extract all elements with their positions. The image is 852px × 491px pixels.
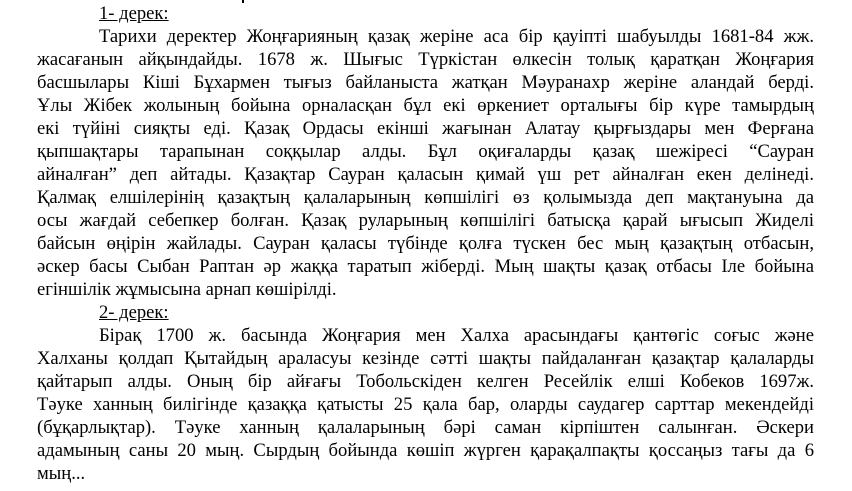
- section-2-line-2: Халханы қолдап Қытайдың араласуы кезінде сәтті шақты пайдаланған қазақтар қалаларды: [37, 348, 814, 369]
- section-1-line-4: Ұлы Жібек жолының бойына орналасқан бұл екі өркениет орталығы бір күре тамырдың: [37, 95, 814, 116]
- section-1-line-10: байсын өңірін жайлады. Сауран қаласы түбінде қолға түскен бес мың қазақтың отбасын,: [37, 233, 814, 254]
- section-1-line-9: осы жағдай себепкер болған. Қазақ руларының көпшілігі батысқа қарай ығысып Жиделі: [37, 210, 814, 231]
- section-1-line-12: егіншілік жұмысына арнап көшірілді.: [37, 279, 337, 300]
- section-1-line-6: қыпшақтары тарапынан соққылар алды. Бұл оқиғаларды қазақ шежіресі “Сауран: [37, 141, 814, 162]
- section-1-line-8: Қалмақ елшілерінің қазақтың қалаларының көпшілігі өз қолымызда деп мақтануына да: [37, 187, 814, 208]
- section-1-line-3: басшылары Кіші Бұхармен тығыз байланыста жатқан Мәуранахр жеріне аландай берді.: [37, 72, 814, 93]
- section-2-heading: 2- дерек:: [99, 302, 169, 323]
- page-top-mark: [242, 0, 244, 3]
- section-2-line-1: Бірақ 1700 ж. басында Жоңғария мен Халха арасындағы қантөгіс соғыс және: [99, 325, 814, 346]
- section-1-line-2: жасағанын айқындайды. 1678 ж. Шығыс Түркістан өлкесін толық қаратқан Жоңғария: [37, 49, 814, 70]
- section-2-line-3: қайтарып алды. Оның бір айғағы Тобольскіден келген Ресейлік елші Кобеков 1697ж.: [37, 371, 814, 392]
- section-1-line-5: екі түйіні сияқты еді. Қазақ Ордасы екінші жағынан Алатау қырғыздары мен Ферғана: [37, 118, 814, 139]
- section-1-line-1: Тарихи деректер Жоңғарияның қазақ жеріне аса бір қауіпті шабуылды 1681-84 жж.: [99, 26, 814, 47]
- section-1-line-7: айналған” деп айтады. Қазақтар Сауран қаласын қимай үш рет айналған екен делінеді.: [37, 164, 814, 185]
- section-2-line-6: адамының саны 20 мың. Сырдың бойында көшіп жүрген қарақалпақты қоссаңыз тағы да 6: [37, 440, 814, 461]
- section-1-line-11: әскер басы Сыбан Раптан әр жаққа таратып жіберді. Мың шақты қазақ отбасы Іле бойына: [37, 256, 814, 277]
- section-2-line-4: Тәуке ханның билігінде қазаққа қатысты 25 қала бар, оларды саудагер сарттар мекендейді: [37, 394, 814, 415]
- section-1-heading: 1- дерек:: [99, 3, 169, 24]
- section-2-line-5: (бұқарлықтар). Тәуке ханның қалаларының бәрі саман кірпіштен салынған. Әскери: [37, 417, 814, 438]
- section-2-line-7: мың...: [37, 463, 86, 484]
